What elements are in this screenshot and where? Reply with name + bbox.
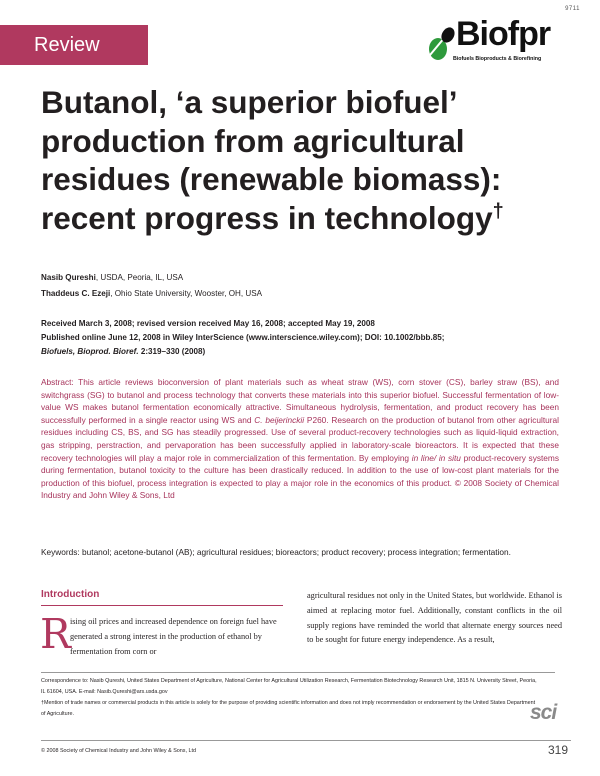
abstract-text: product-recovery systems during fermentation, butanol toxicity to the culture has been drastically reduced. In addition to the use of low-cost plant materials for the production of this biofuel, process integration is expected to play a major role in the economics of this product. © 2008 Society of Chemical Industry and John Wiley & Sons, Ltd bbox=[41, 452, 559, 501]
journal-logo bbox=[426, 15, 578, 67]
author-name: Nasib Qureshi bbox=[41, 273, 96, 282]
doc-number: 9711 bbox=[565, 6, 580, 12]
abstract-organism: C. beijerinckii bbox=[254, 414, 305, 425]
copyright: © 2008 Society of Chemical Industry and John Wiley & Sons, Ltd bbox=[41, 748, 196, 754]
section-heading-introduction: Introduction bbox=[41, 589, 100, 600]
citation bbox=[41, 347, 571, 356]
journal-logo-text: Biofpr bbox=[456, 15, 551, 53]
sci-logo bbox=[528, 701, 568, 728]
author-name: Thaddeus C. Ezeji bbox=[41, 289, 111, 298]
disclaimer-note: †Mention of trade names or commercial products in this article is solely for the purpose of providing scientific information and does not imply recommendation or endorsement by the United States Department of Agriculture. bbox=[41, 700, 536, 717]
author-affiliation: , Ohio State University, Wooster, OH, USA bbox=[110, 289, 262, 298]
author-line bbox=[41, 274, 183, 282]
footer-divider bbox=[41, 740, 571, 741]
footnote-divider bbox=[41, 672, 555, 673]
page-number: 319 bbox=[547, 743, 568, 757]
footnotes bbox=[41, 676, 541, 720]
citation-journal: Biofuels, Bioprod. Bioref. bbox=[41, 347, 139, 356]
citation-details: 2:319–330 (2008) bbox=[138, 347, 206, 356]
introduction-column-1: ising oil prices and increased dependence on foreign fuel have generated a strong interest in the production of ethanol by fermentation from corn or bbox=[70, 617, 277, 656]
section-rule bbox=[41, 605, 283, 606]
correspondence-note: Correspondence to: Nasib Qureshi, United States Department of Agriculture, National Center for Agricultural Utilization Research, Fermentation Biotechnology Research Unit, 1815 N. University Street, Peoria, IL 61604, USA. E-mail: Nasib.Qureshi@ars.usda.gov bbox=[41, 678, 537, 695]
author-affiliation: , USDA, Peoria, IL, USA bbox=[95, 273, 184, 282]
keywords: Keywords: butanol; acetone-butanol (AB); agricultural residues; bioreactors; product recovery; process integration; fermentation. bbox=[41, 547, 511, 557]
drop-cap: R bbox=[40, 610, 71, 658]
article-title bbox=[41, 83, 571, 238]
abstract-text: Abstract: This article reviews bioconversion of plant materials such as wheat straw (WS), corn stover (CS), barley straw (BS), and switchgrass (SG) to butanol and process technology that converts these materials into this superior biofuel. Successful fermentation of low-value WS makes butanol fermentation economically attractive. Simultaneous hydrolysis, fermentation, and product recovery has been successfully performed in a single reactor using WS and bbox=[41, 377, 559, 425]
journal-tagline: Biofuels Bioproducts & Biorefining bbox=[453, 56, 542, 62]
article-title-text: Butanol, ‘a superior biofuel’ production from agricultural residues (renewable biomass): recent progress in technology bbox=[41, 84, 502, 237]
review-label: Review bbox=[34, 33, 100, 56]
sci-logo-text: sci bbox=[530, 701, 557, 724]
abstract-text: P260. Research on the production of butanol from other agricultural residues including CS, BS, and SG has steadily progressed. Use of several product-recovery technologies such as liquid-liquid extraction, gas stripping, perstraction, and pervaporation has been successfully applied in laboratory-scale bioreactors. It is expected that these recovery technologies will play a major role in commercialization of this fermentation. By employing bbox=[41, 414, 559, 463]
introduction-column-2: agricultural residues not only in the United States, but worldwide. Ethanol is aimed at replacing motor fuel. Additionally, constant conflicts in the oil supply regions have reminded the world that alternate energy sources need to be sought for future energy independence. As a result, bbox=[307, 591, 562, 645]
title-footnote-mark: † bbox=[492, 200, 504, 223]
abstract-term: in line/ in situ bbox=[411, 452, 461, 463]
review-banner bbox=[0, 25, 148, 65]
received-dates: Received March 3, 2008; revised version received May 16, 2008; accepted May 19, 2008 bbox=[41, 319, 375, 328]
author-line bbox=[41, 290, 262, 298]
publication-info: Published online June 12, 2008 in Wiley InterScience (www.interscience.wiley.com); DOI: 10.1002/bbb.85; bbox=[41, 333, 445, 342]
abstract bbox=[41, 376, 559, 502]
